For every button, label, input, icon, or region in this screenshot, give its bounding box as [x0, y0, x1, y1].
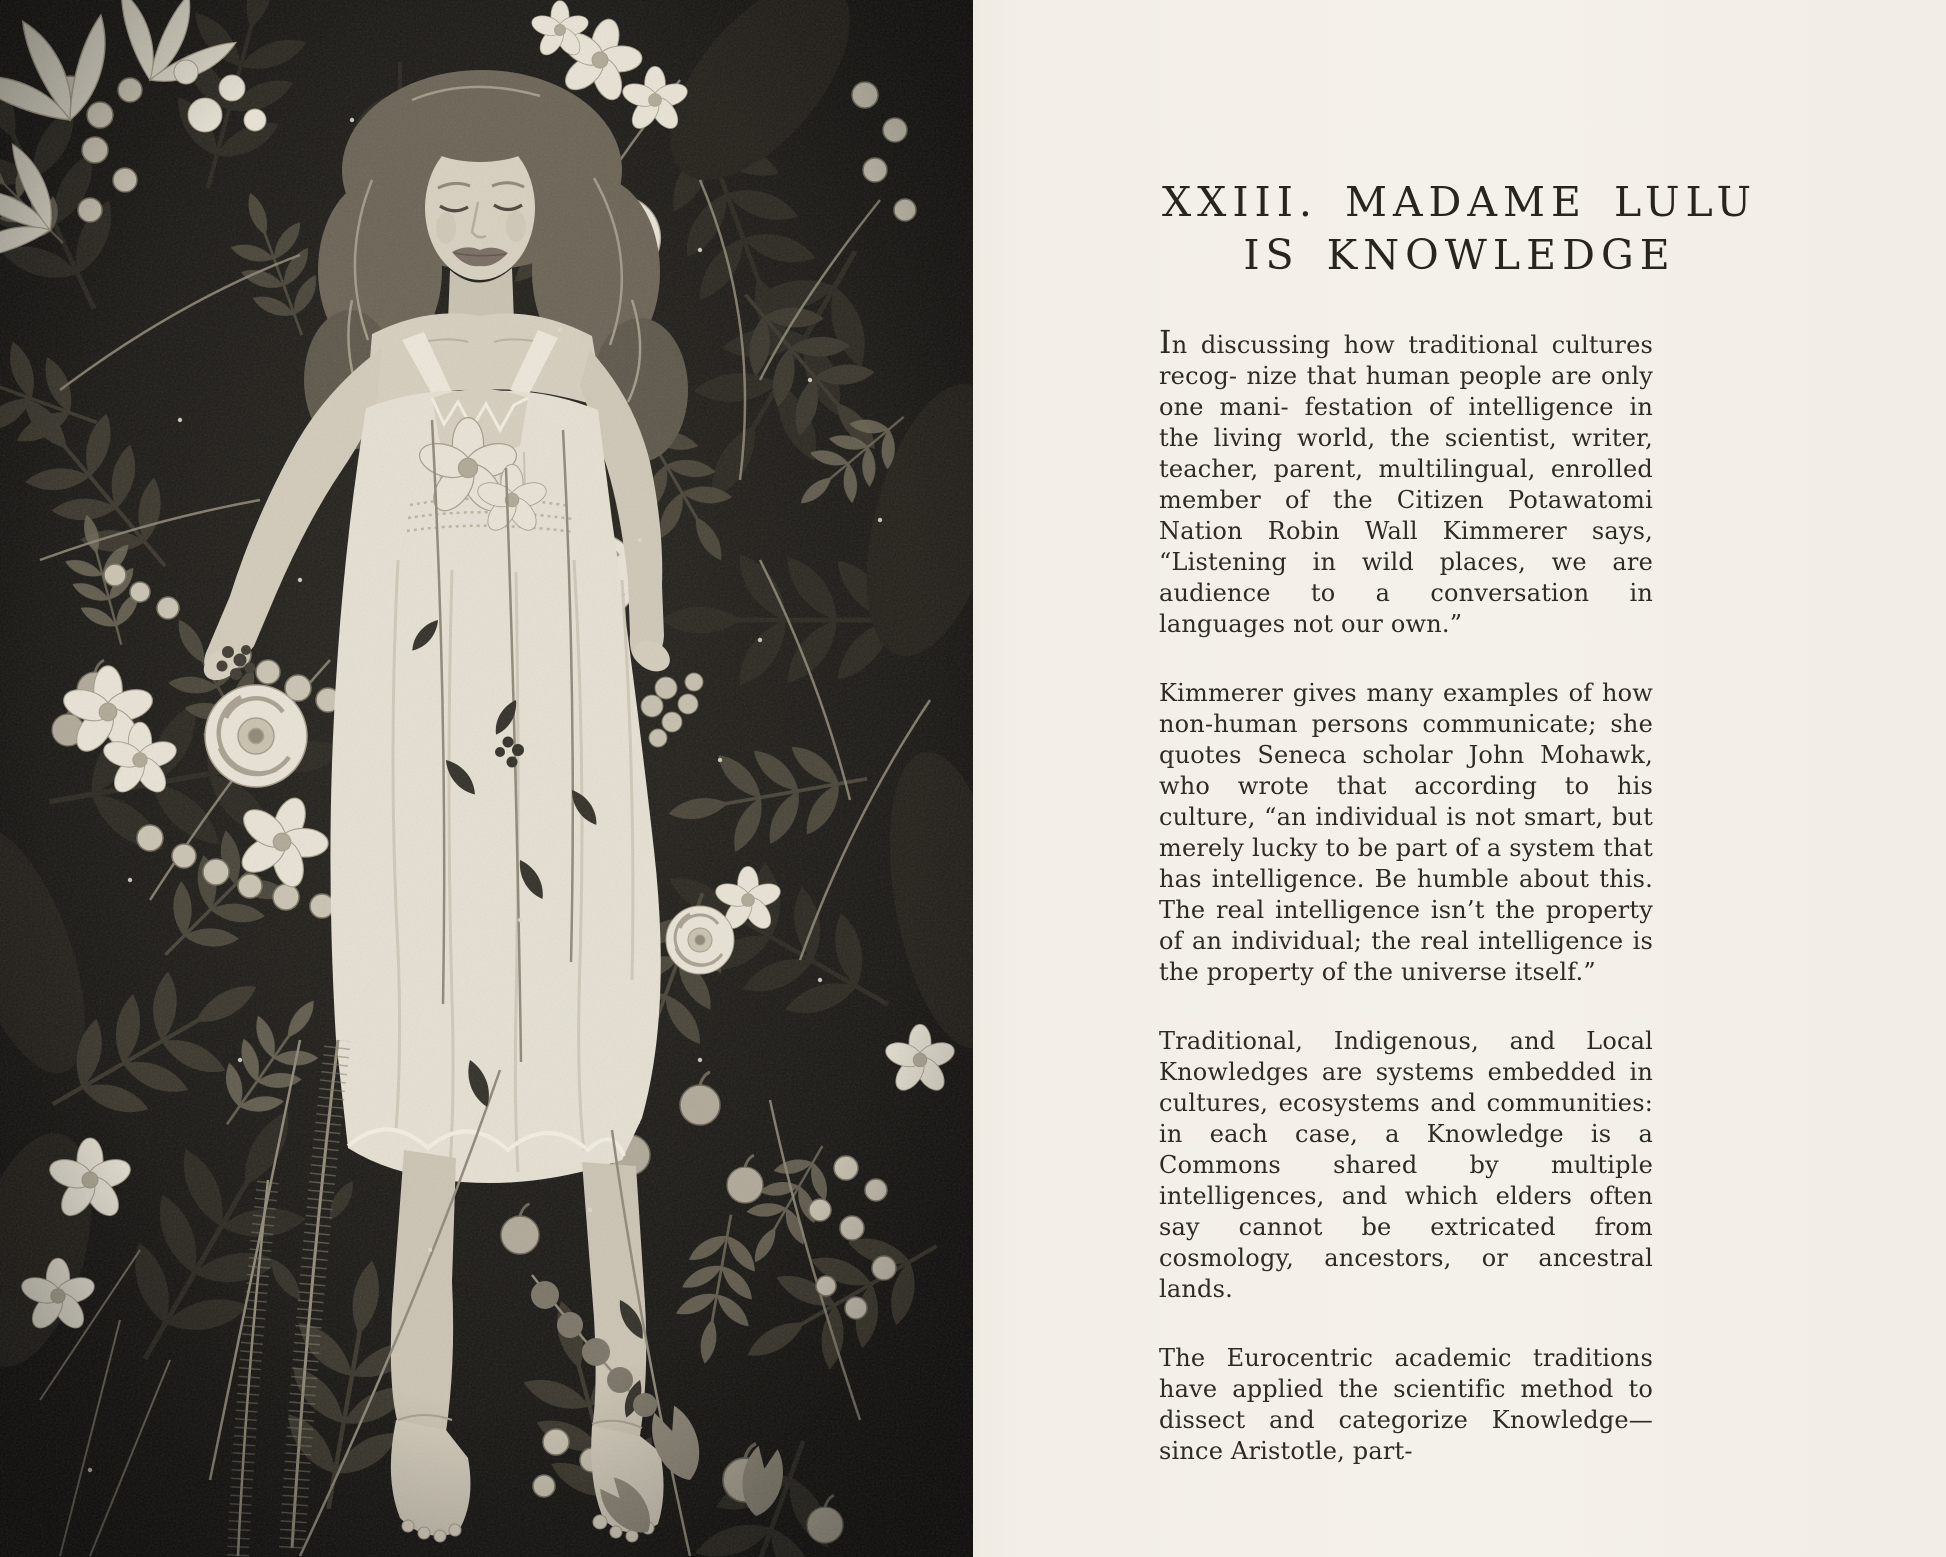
- paragraph-3: Traditional, Indigenous, and Local Knowledges are systems embedded in cultures, ecosystems and communities: in each case, a Knowledge is a Commons shared by multiple intelligences, and which elders often say cannot be extricated from cosmology, ancestors, or ancestral lands.: [1159, 1027, 1653, 1303]
- book-text-page: [973, 0, 1946, 1557]
- paragraph-4: The Eurocentric academic traditions have applied the scientific method to dissect and categorize Knowledge—since Aristotle, part-: [1159, 1344, 1653, 1465]
- paragraph-2: Kimmerer gives many examples of how non-human persons communicate; she quotes Seneca scholar John Mohawk, who wrote that according to his culture, “an individual is not smart, but merely lucky to be part of a system that has intelligence. Be humble about this. The real intelligence isn’t the property of an individual; the real intelligence is the property of the universe itself.”: [1159, 679, 1653, 986]
- chapter-title: [973, 176, 1946, 282]
- body-text: [1159, 325, 1653, 1467]
- paragraph-1: In discussing how traditional cultures recog- nize that human people are only one mani- festation of intelligence in the living world, the scientist, writer, teacher, parent, multilingual, enrolled member of the Citizen Potawatomi Nation Robin Wall Kimmerer says, “Listening in wild places, we are audience to a conversation in languages not our own.”: [1159, 325, 1653, 638]
- chapter-title-line-2: IS KNOWLEDGE: [1243, 231, 1676, 279]
- chapter-title-line-1: XXIII. MADAME LULU: [1161, 178, 1758, 226]
